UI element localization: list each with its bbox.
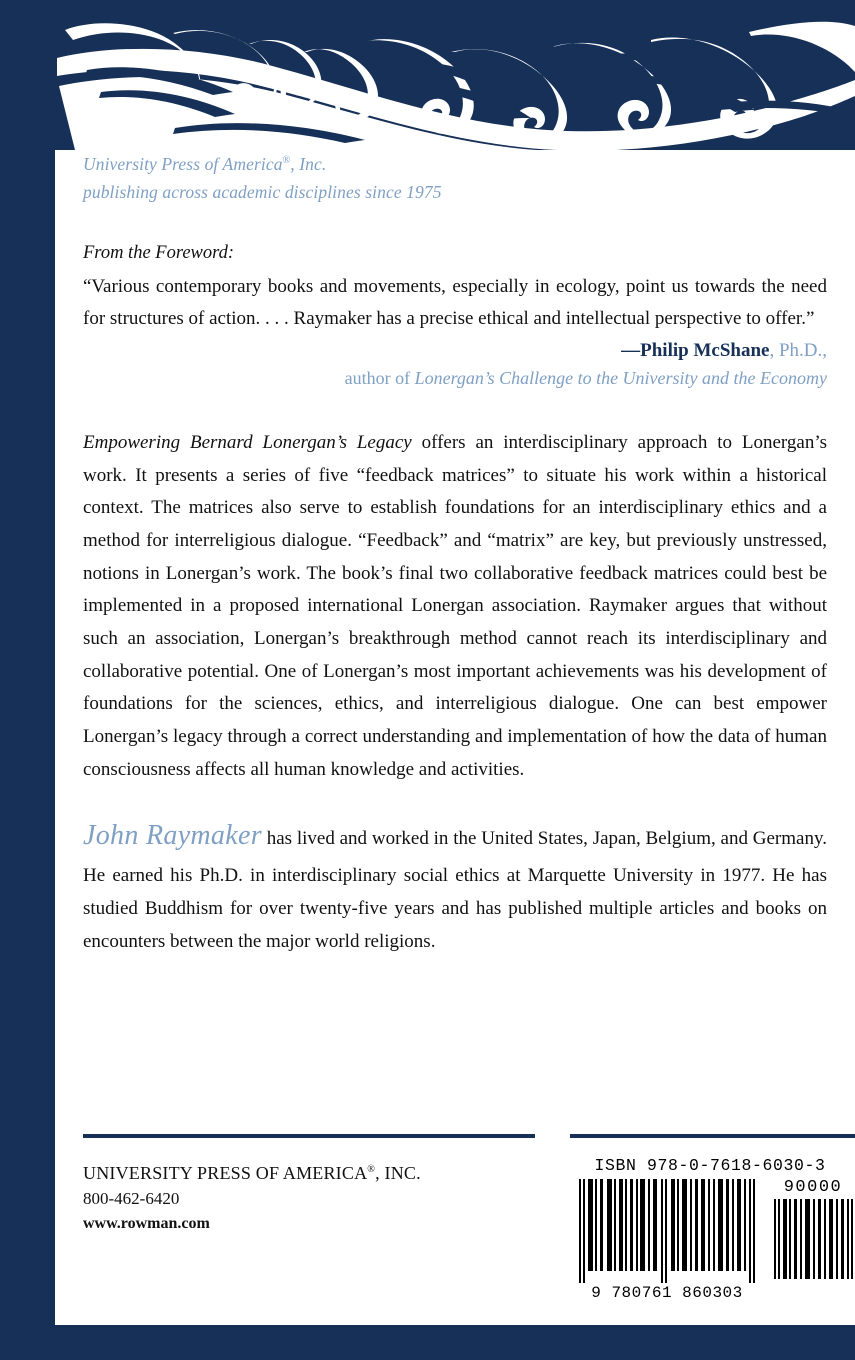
registered-mark-icon: ® [282, 155, 291, 167]
registered-mark-icon: ® [367, 1164, 376, 1175]
attribution-work-title: Lonergan’s Challenge to the University and the Economy [414, 368, 827, 388]
author-biography [83, 812, 827, 958]
addon-digits: 90000 [783, 1178, 843, 1197]
imprint-name: University Press of America [83, 154, 283, 174]
book-description [83, 427, 827, 786]
attribution-person-name: —Philip McShane [621, 339, 770, 361]
book-description-text: offers an interdisciplinary approach to Lonergan’s work. It presents a series of five “feedback matrices” to situate his work within a historical context. The matrices also serve to establish foundations for an interdisciplinary ethics and a method for interreligious dialogue. “Feedback” and “matrix” are key, but previously unstressed, notions in Lonergan’s work. The book’s final two collaborative feedback matrices could best be implemented in a proposed international Lonergan association. Raymaker argues that without such an association, Lonergan’s breakthrough method cannot reach its interdisciplinary and collaborative potential. One of Lonergan’s most important achievements was his development of foundations for the sciences, ethics, and interreligious dialogue. One can best empower Lonergan’s legacy through a correct understanding and implementation of how the data of human consciousness affects all human knowledge and activities. [83, 431, 827, 780]
publisher-info [83, 1160, 421, 1236]
barcode-row [570, 1179, 855, 1283]
ean5-addon-barcode-icon [772, 1199, 854, 1279]
attribution-author-of: author of [344, 368, 415, 388]
isbn-barcode-block [570, 1156, 855, 1302]
footer-divider-right [570, 1134, 855, 1138]
footer-divider-left [83, 1134, 535, 1138]
imprint-block [83, 150, 827, 207]
imprint-tagline: publishing across academic disciplines since 1975 [83, 182, 442, 203]
attribution-credential: , Ph.D., [769, 339, 827, 361]
isbn-text: ISBN 978-0-7618-6030-3 [594, 1156, 826, 1175]
imprint-line-1 [83, 150, 827, 178]
foreword-label: From the Foreword: [83, 242, 235, 263]
publisher-website: www.rowman.com [83, 1214, 210, 1232]
publisher-name: UNIVERSITY PRESS OF AMERICA [83, 1163, 368, 1183]
book-title: Empowering Bernard Lonergan’s Legacy [83, 431, 412, 453]
foreword-attribution-name-line [83, 337, 827, 366]
foreword-attribution-work-line [83, 365, 827, 393]
foreword-quote: “Various contemporary books and movements, especially in ecology, point us towards the need for structures of action. . . . Raymaker has a precise ethical and intellectual perspective to offer.” [83, 275, 827, 329]
author-biography-text: has lived and worked in the United States, Japan, Belgium, and Germany. He earned his Ph.D. in interdisciplinary social ethics at Marquette University in 1977. He has studied Buddhism for over twenty-five years and has published multiple articles and books on encounters between the major world religions. [83, 828, 827, 952]
author-name: John Raymaker [83, 820, 262, 852]
ean13-barcode-icon [576, 1179, 758, 1283]
publisher-suffix: , INC. [375, 1163, 421, 1183]
ean13-digits: 9 780761 860303 [591, 1284, 743, 1302]
imprint-suffix: , Inc. [290, 154, 327, 174]
top-ornament-band [55, 0, 855, 150]
publisher-phone: 800-462-6420 [83, 1189, 180, 1209]
acanthus-scroll-flourish-ornament [55, 0, 855, 150]
isbn-addon-block [772, 1179, 854, 1279]
publisher-name-line [83, 1160, 421, 1186]
cover-content [83, 150, 827, 958]
white-content-panel [55, 0, 855, 1325]
